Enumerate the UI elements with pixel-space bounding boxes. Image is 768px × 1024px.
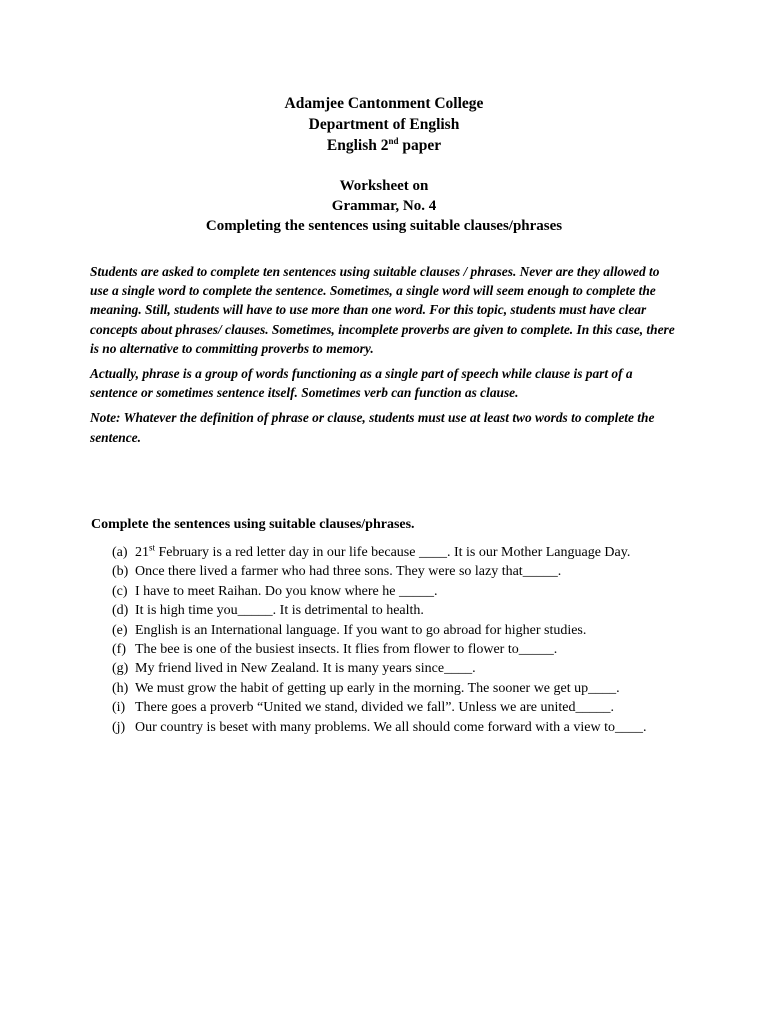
- worksheet-line-2: Grammar, No. 4: [331, 198, 437, 214]
- instructions: [90, 262, 680, 453]
- item-sentence: Our country is beset with many problems. We all should come forward with a view to____.: [135, 719, 647, 735]
- item-marker: (f): [112, 642, 126, 658]
- item-sentence: The bee is one of the busiest insects. It flies from flower to flower to_____.: [135, 642, 558, 658]
- list-item: [112, 601, 682, 620]
- item-marker: (d): [112, 603, 129, 619]
- sentence-list: [112, 543, 682, 737]
- department-name: Department of English: [308, 116, 460, 133]
- list-item: [112, 698, 682, 717]
- paper-name: [0, 135, 768, 156]
- item-marker: (h): [112, 680, 129, 696]
- item-text: [135, 543, 682, 562]
- list-item: [112, 621, 682, 640]
- list-item: [112, 679, 682, 698]
- paper-prefix: English 2: [326, 137, 389, 154]
- worksheet-line-1: Worksheet on: [339, 178, 429, 194]
- item-marker: (g): [112, 661, 129, 677]
- instructions-paragraph-2: Actually, phrase is a group of words functioning as a single part of speech while clause is part of a sentence or sometimes sentence itself. Sometimes verb can function as clause.: [90, 366, 633, 401]
- paper-suffix: paper: [398, 137, 442, 154]
- document-header: [0, 93, 768, 156]
- item-sentence: Once there lived a farmer who had three sons. They were so lazy that_____.: [135, 564, 562, 580]
- college-name: Adamjee Cantonment College: [284, 95, 484, 112]
- list-item: [112, 718, 682, 737]
- list-item: [112, 582, 682, 601]
- item-marker: (c): [112, 583, 128, 599]
- item-sentence: We must grow the habit of getting up early in the morning. The sooner we get up____.: [135, 680, 620, 696]
- list-item: [112, 562, 682, 581]
- item-marker: (a): [112, 545, 128, 560]
- item-sentence: I have to meet Raihan. Do you know where he _____.: [135, 583, 438, 599]
- item-sentence: English is an International language. If you want to go abroad for higher studies.: [135, 622, 587, 638]
- item-ordinal-suffix: st: [149, 542, 156, 553]
- item-sentence: February is a red letter day in our life because ____. It is our Mother Language Day.: [155, 545, 631, 560]
- item-marker: (e): [112, 622, 128, 638]
- item-ordinal: 21: [135, 545, 149, 560]
- item-marker: (i): [112, 700, 126, 716]
- instructions-note: Note: Whatever the definition of phrase or clause, students must use at least two words to complete the sentence.: [90, 410, 655, 445]
- list-item: [112, 659, 682, 678]
- task-title: Complete the sentences using suitable clauses/phrases.: [91, 517, 415, 532]
- list-item: [112, 640, 682, 659]
- list-item: [112, 543, 682, 562]
- item-sentence: It is high time you_____. It is detrimental to health.: [135, 603, 424, 619]
- instructions-paragraph-1: Students are asked to complete ten sentences using suitable clauses / phrases. Never are they allowed to use a single word to complete the sentence. Sometimes, a single word will seem enough to complete the meaning. Still, students will have to use more than one word. For this topic, students must have clear concepts about phrases/ clauses. Sometimes, incomplete proverbs are given to complete. In this case, there is no alternative to committing proverbs to memory.: [90, 264, 675, 356]
- item-sentence: My friend lived in New Zealand. It is many years since____.: [135, 661, 476, 677]
- worksheet-line-3: Completing the sentences using suitable clauses/phrases: [205, 218, 563, 234]
- worksheet-title: [0, 176, 768, 236]
- item-marker: (b): [112, 564, 129, 580]
- item-marker: (j): [112, 719, 126, 735]
- item-sentence: There goes a proverb “United we stand, divided we fall”. Unless we are united_____.: [135, 700, 614, 716]
- paper-superscript: nd: [388, 135, 399, 146]
